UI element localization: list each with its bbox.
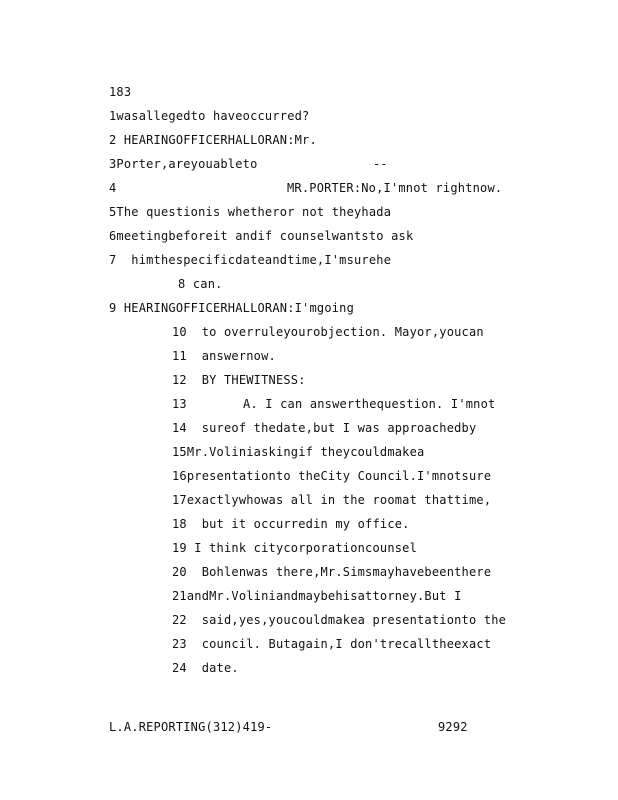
page-number: 183 xyxy=(109,85,132,99)
transcript-line-13-number: 13 xyxy=(172,397,187,411)
transcript-line-4-number: 4 xyxy=(109,181,117,195)
transcript-line-24: 24 date. xyxy=(172,661,239,675)
transcript-line-12: 12 BY THEWITNESS: xyxy=(172,373,306,387)
transcript-line-2: 2 HEARINGOFFICERHALLORAN:Mr. xyxy=(109,133,317,147)
transcript-line-19: 19 I think citycorporationcounsel xyxy=(172,541,418,555)
transcript-line-7: 7 himthespecificdateandtime,I'msurehe xyxy=(109,253,392,267)
transcript-line-9: 9 HEARINGOFFICERHALLORAN:I'mgoing xyxy=(109,301,355,315)
transcript-line-6: 6meetingbeforeit andif counselwantsto ask xyxy=(109,229,414,243)
footer-reporting-info: L.A.REPORTING(312)419- xyxy=(109,720,273,734)
transcript-line-11: 11 answernow. xyxy=(172,349,276,363)
transcript-line-15: 15Mr.Voliniaskingif theycouldmakea xyxy=(172,445,425,459)
transcript-line-18: 18 but it occurredin my office. xyxy=(172,517,410,531)
transcript-line-16: 16presentationto theCity Council.I'mnotsure xyxy=(172,469,492,483)
transcript-line-20: 20 Bohlenwas there,Mr.Simsmayhavebeenthere xyxy=(172,565,492,579)
transcript-line-21: 21andMr.Voliniandmaybehisattorney.But I xyxy=(172,589,462,603)
transcript-line-3: 3Porter,areyouableto xyxy=(109,157,258,171)
transcript-line-23: 23 council. Butagain,I don'trecalltheexact xyxy=(172,637,492,651)
transcript-line-13: A. I can answerthequestion. I'mnot xyxy=(243,397,496,411)
transcript-line-14: 14 sureof thedate,but I was approachedby xyxy=(172,421,477,435)
transcript-line-4: MR.PORTER:No,I'mnot rightnow. xyxy=(287,181,503,195)
transcript-line-17: 17exactlywhowas all in the roomat thattime, xyxy=(172,493,492,507)
transcript-line-1: 1wasallegedto haveoccurred? xyxy=(109,109,310,123)
footer-phone-suffix: 9292 xyxy=(438,720,468,734)
transcript-line-8: 8 can. xyxy=(178,277,223,291)
transcript-line-3-dash: -- xyxy=(373,157,388,171)
transcript-line-5: 5The questionis whetheror not theyhada xyxy=(109,205,392,219)
transcript-line-10: 10 to overruleyourobjection. Mayor,youcan xyxy=(172,325,484,339)
transcript-line-22: 22 said,yes,youcouldmakea presentationto the xyxy=(172,613,507,627)
